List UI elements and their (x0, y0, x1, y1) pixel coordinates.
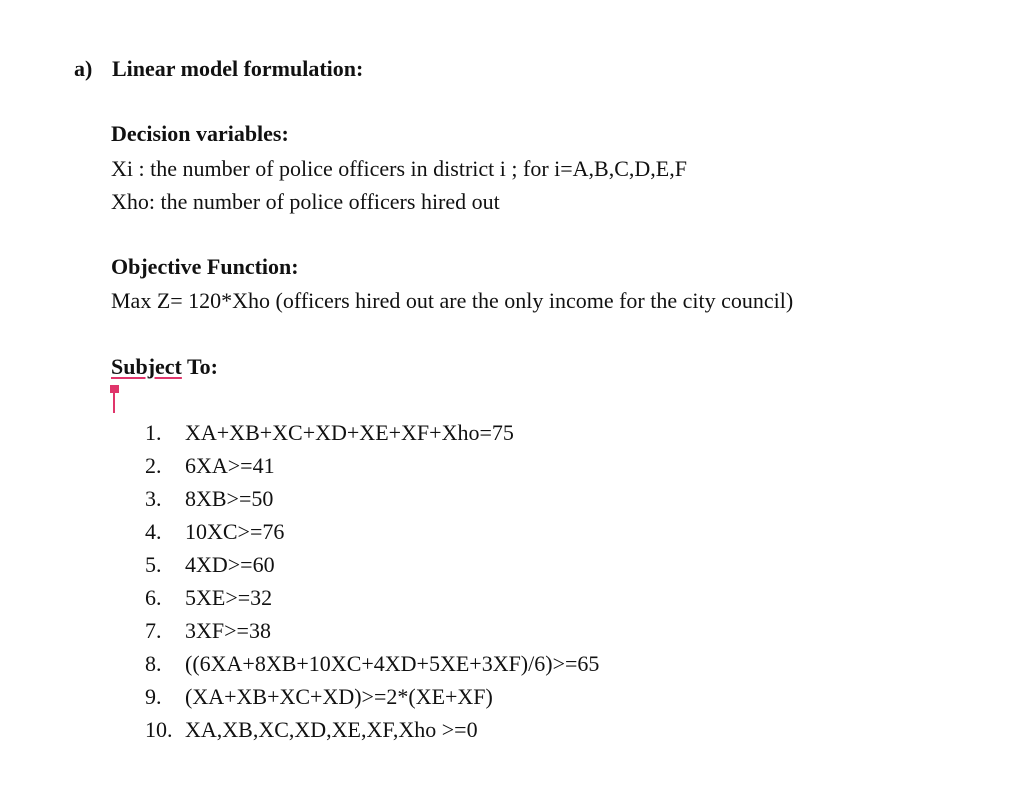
list-item-number: 1. (145, 420, 162, 445)
list-item (145, 617, 599, 650)
objective-function-text: Max Z= 120*Xho (officers hired out are the only income for the city council) (111, 288, 794, 313)
section-title: Linear model formulation: (112, 56, 364, 81)
objective-function-title: Objective Function: (111, 254, 299, 279)
list-item (145, 551, 599, 584)
section-heading (74, 56, 363, 82)
constraint-list (145, 419, 599, 749)
decision-variable-line-1: Xi : the number of police officers in district i ; for i=A,B,C,D,E,F (111, 156, 687, 181)
list-item-number: 4. (145, 519, 162, 544)
list-item (145, 518, 599, 551)
text-cursor-icon[interactable] (110, 385, 120, 415)
list-item-text: 10XC>=76 (185, 519, 285, 544)
list-item-text: XA,XB,XC,XD,XE,XF,Xho >=0 (185, 717, 478, 742)
list-item-number: 9. (145, 684, 162, 709)
list-item-text: ((6XA+8XB+10XC+4XD+5XE+3XF)/6)>=65 (185, 651, 600, 676)
list-item-number: 3. (145, 486, 162, 511)
list-item (145, 485, 599, 518)
list-item (145, 584, 599, 617)
subject-word: Subject (111, 354, 182, 379)
list-item (145, 716, 599, 749)
decision-variables-title: Decision variables: (111, 121, 289, 146)
list-item-text: 5XE>=32 (185, 585, 273, 610)
list-item-number: 7. (145, 618, 162, 643)
list-item (145, 683, 599, 716)
list-item-text: (XA+XB+XC+XD)>=2*(XE+XF) (185, 684, 493, 709)
decision-variable-line-2: Xho: the number of police officers hired out (111, 189, 500, 214)
list-item-number: 10. (145, 717, 173, 742)
cursor-stem (113, 393, 115, 413)
list-item (145, 452, 599, 485)
subject-to-rest: To: (181, 354, 218, 379)
list-item (145, 419, 599, 452)
list-item-number: 8. (145, 651, 162, 676)
subject-to-title (111, 354, 218, 380)
list-item-number: 6. (145, 585, 162, 610)
list-item-text: 3XF>=38 (185, 618, 271, 643)
list-item-text: 6XA>=41 (185, 453, 275, 478)
cursor-handle[interactable] (110, 385, 119, 393)
list-item-text: 4XD>=60 (185, 552, 275, 577)
section-marker: a) (74, 56, 93, 81)
list-item-number: 2. (145, 453, 162, 478)
list-item-number: 5. (145, 552, 162, 577)
list-item-text: XA+XB+XC+XD+XE+XF+Xho=75 (185, 420, 514, 445)
list-item-text: 8XB>=50 (185, 486, 274, 511)
list-item (145, 650, 599, 683)
